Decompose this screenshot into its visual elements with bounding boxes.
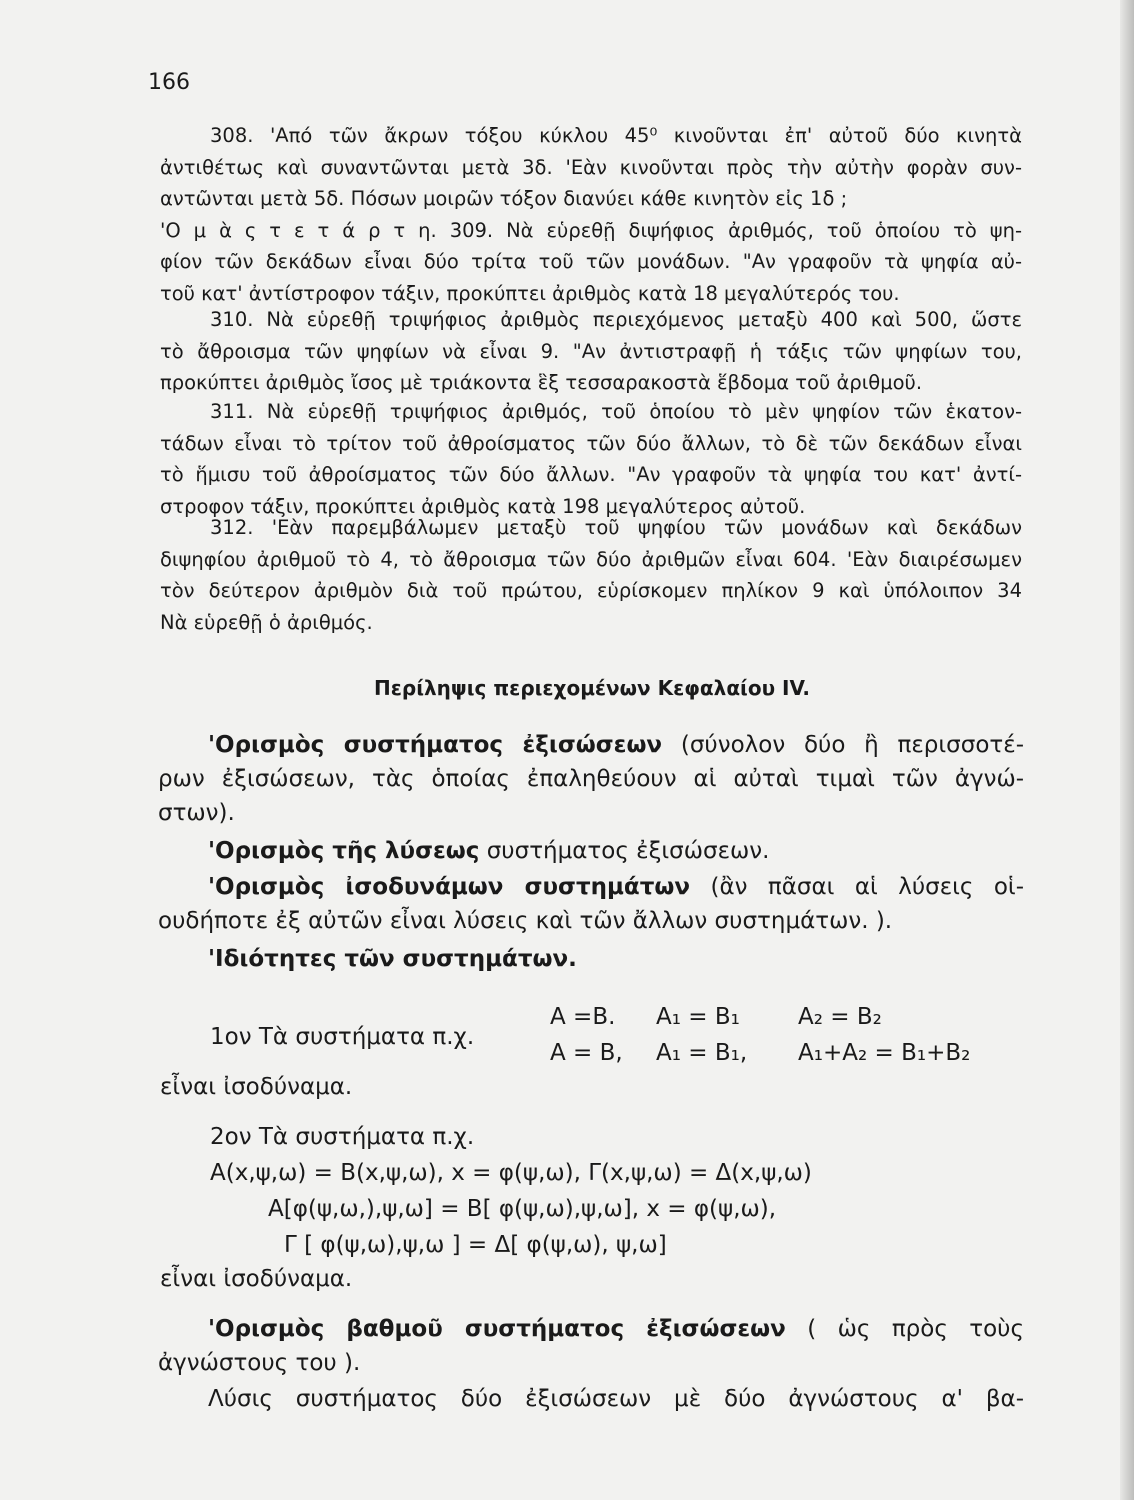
problem-312: 312. 'Εὰν παρεμβάλωμεν μεταξὺ τοῦ ψηφίου τῶν μονάδων καὶ δεκάδων διψηφίου ἀριθμοῦ τὸ 4, τὸ ἄθροισμα τῶν δύο ἀριθμῶν εἶναι 604. 'Εὰν διαιρέσωμεν τὸν δεύτερον ἀριθμὸν διὰ τοῦ πρώτου, εὑρίσκομεν πηλίκον 9 καὶ ὑπόλοιπον 34 Νὰ εὑρεθῇ ὁ ἀριθμός. bbox=[160, 516, 1022, 634]
property-1-eq-d: A = B, bbox=[550, 1040, 623, 1066]
summary-heading: Περίληψις περιεχομένων Κεφαλαίου IV. bbox=[374, 676, 810, 700]
property-1-label: 1ον Τὰ συστήματα π.χ. bbox=[210, 1024, 475, 1050]
definition-degree: 'Ορισμὸς βαθμοῦ συστήματος ἐξισώσεων ( ὡς πρὸς τοὺς ἀγνώστους του ). bbox=[158, 1316, 1024, 1376]
page-number: 166 bbox=[148, 70, 190, 95]
property-1-eq-e: A₁ = B₁, bbox=[656, 1040, 748, 1066]
property-1-eq-a: A =B. bbox=[550, 1004, 616, 1030]
problem-309: 'Ο μ ὰ ς τ ε τ ά ρ τ η. 309. Νὰ εὑρεθῇ διψήφιος ἀριθμός, τοῦ ὁποίου τὸ ψη- φίον τῶν δεκάδων εἶναι δύο τρίτα τοῦ τῶν μονάδων. "Αν γραφοῦν τὰ ψηφία αὐ- τοῦ κατ' ἀντίστροφον τάξιν, προκύπτει ἀριθμὸς κατὰ 18 μεγαλύτερός του. bbox=[160, 218, 1023, 305]
page-edge bbox=[1120, 0, 1134, 1500]
property-1-conclusion: εἶναι ἰσοδύναμα. bbox=[160, 1074, 353, 1100]
property-2-eq-3: Γ [ φ(ψ,ω),ψ,ω ] = Δ[ φ(ψ,ω), ψ,ω] bbox=[284, 1232, 667, 1258]
property-2-label: 2ον Τὰ συστήματα π.χ. bbox=[210, 1124, 475, 1150]
definition-system: 'Ορισμὸς συστήματος ἐξισώσεων (σύνολον δύο ἢ περισσοτέ- ρων ἐξισώσεων, τὰς ὁποίας ἐπαληθεύουν αἱ αὐταὶ τιμαὶ τῶν ἀγνώ- στων). bbox=[158, 732, 1024, 826]
group-label: 'Ο μ ὰ ς τ ε τ ά ρ τ η. bbox=[160, 218, 437, 242]
problem-308: 308. 'Από τῶν ἄκρων τόξου κύκλου 45⁰ κινοῦνται ἐπ' αὐτοῦ δύο κινητὰ ἀντιθέτως καὶ συναντῶνται μετὰ 3δ. 'Εὰν κινοῦνται πρὸς τὴν αὐτὴν φορὰν συν- αντῶνται μετὰ 5δ. Πόσων μοιρῶν τόξον διανύει κάθε κινητὸν εἰς 1δ ; bbox=[160, 124, 1022, 211]
property-2-eq-2: A[φ(ψ,ω,),ψ,ω] = B[ φ(ψ,ω),ψ,ω], x = φ(ψ,ω), bbox=[268, 1196, 777, 1222]
solution-two-equations: Λύσις συστήματος δύο ἐξισώσεων μὲ δύο ἀγνώστους α' βα- bbox=[208, 1386, 1024, 1412]
problem-310: 310. Νὰ εὑρεθῇ τριψήφιος ἀριθμὸς περιεχόμενος μεταξὺ 400 καὶ 500, ὥστε τὸ ἄθροισμα τῶν ψηφίων νὰ εἶναι 9. "Αν ἀντιστραφῇ ἡ τάξις τῶν ψηφίων του, προκύπτει ἀριθμὸς ἴσος μὲ τριάκοντα ἓξ τεσσαρακοστὰ ἕβδομα τοῦ ἀριθμοῦ. bbox=[160, 308, 1022, 395]
property-2-conclusion: εἶναι ἰσοδύναμα. bbox=[160, 1266, 353, 1292]
property-1-eq-b: A₁ = B₁ bbox=[656, 1004, 740, 1030]
property-1-eq-f: A₁+A₂ = B₁+B₂ bbox=[798, 1040, 971, 1066]
properties-heading: 'Ιδιότητες τῶν συστημάτων. bbox=[208, 946, 577, 972]
property-2-eq-1: A(x,ψ,ω) = B(x,ψ,ω), x = φ(ψ,ω), Γ(x,ψ,ω) = Δ(x,ψ,ω) bbox=[210, 1160, 812, 1186]
problem-311: 311. Νὰ εὑρεθῇ τριψήφιος ἀριθμός, τοῦ ὁποίου τὸ μὲν ψηφίον τῶν ἑκατον- τάδων εἶναι τὸ τρίτον τοῦ ἀθροίσματος τῶν δύο ἄλλων, τὸ δὲ τῶν δεκάδων εἶναι τὸ ἥμισυ τοῦ ἀθροίσματος τῶν δύο ἄλλων. "Αν γραφοῦν τὰ ψηφία του κατ' ἀντί- στροφον τάξιν, προκύπτει ἀριθμὸς κατὰ 198 μεγαλύτερος αὐτοῦ. bbox=[160, 400, 1022, 518]
property-1-eq-c: A₂ = B₂ bbox=[798, 1004, 882, 1030]
definition-equivalent: 'Ορισμὸς ἰσοδυνάμων συστημάτων (ἂν πᾶσαι αἱ λύσεις οἱ- ουδήποτε ἐξ αὐτῶν εἶναι λύσεις καὶ τῶν ἄλλων συστημάτων. ). bbox=[158, 874, 1024, 934]
definition-solution: 'Ορισμὸς τῆς λύσεως συστήματος ἐξισώσεων. bbox=[208, 838, 770, 864]
